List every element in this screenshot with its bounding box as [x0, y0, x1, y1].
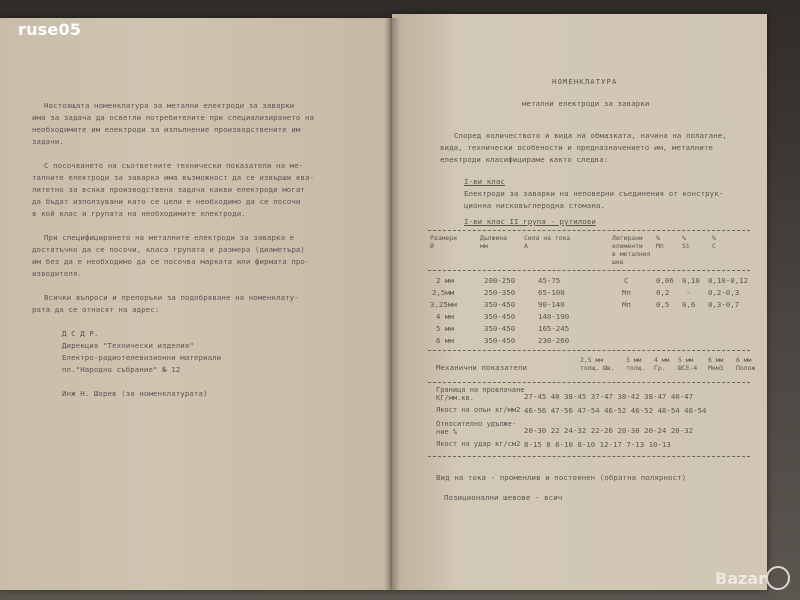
coating-type-note: Позиционални шевове - всич: [444, 493, 563, 502]
cell-si: 0,6: [682, 300, 696, 309]
cell-alloy: С: [624, 276, 629, 285]
left-line-19: пл."Народно събрание" № 12: [62, 365, 181, 374]
cell-length: 350-450: [484, 324, 516, 333]
table1-header-length: Дължина мм: [480, 234, 507, 250]
watermark-text: ruse05: [18, 20, 82, 39]
table2-header-6: 6 мм Полож: [736, 356, 756, 372]
table1-header-rule: [428, 270, 750, 271]
mech-values: 27-45 40 38-45 37-47 38-42 38-47 40-47: [524, 392, 694, 401]
left-line-7: литетно за всяка производствена задача какви електроди могат: [32, 185, 305, 194]
class-heading: I-ви клас: [464, 177, 505, 186]
left-line-9: в кой клас и групата на необходимите електроди.: [32, 209, 246, 218]
table2-header-3: 4 мм Гр.: [654, 356, 670, 372]
intro-line-2: вида, технически особености и предназначението им, металните: [440, 143, 713, 152]
cell-c: 0,2-0,3: [708, 288, 740, 297]
table1-header-alloy: Легирани елементи в металния шев: [612, 234, 651, 266]
bazar-logo: Bazar: [715, 569, 766, 588]
table2-header-5: 6 мм МкмЗ: [708, 356, 724, 372]
table2-header-rule: [428, 382, 750, 383]
mech-label: Якост на удар кг/см2: [436, 440, 521, 448]
cell-current: 45-75: [538, 276, 561, 285]
cell-mn: 0,2: [656, 288, 670, 297]
table2-label: Механични показатели: [436, 363, 527, 372]
left-line-1: Настоящата номенклатура за метални електроди за заварки: [44, 101, 295, 110]
group-heading: I-ви клас II група - рутилови: [464, 217, 596, 226]
right-page: [392, 14, 767, 590]
table2-header-2: 3 мм толщ.: [626, 356, 646, 372]
cell-size: 5 мм: [436, 324, 454, 333]
left-line-14: Всички въпроси и препоръки за подобряване на номенклату-: [44, 293, 299, 302]
cell-size: 6 мм: [436, 336, 454, 345]
cell-current: 165-245: [538, 324, 570, 333]
cell-si: -: [686, 288, 691, 297]
table2-header-1: 2,5 мм толщ. Шв.: [580, 356, 615, 372]
current-type-note: Вид на тока - променлив и постоянен (обратна полярност): [436, 473, 687, 482]
left-line-3: необходимите им електроди за изпълнение производствените им: [32, 125, 301, 134]
cell-alloy: Мп: [622, 288, 631, 297]
table2-header-4: 5 мм ШСЕ-4: [678, 356, 698, 372]
cell-size: 2 мм: [436, 276, 454, 285]
table1-header-mn: % Мп: [656, 234, 664, 250]
table1-header-current: Сила на тока А: [524, 234, 571, 250]
intro-line-3: електроди класифицираме както следва:: [440, 155, 609, 164]
cell-current: 90-140: [538, 300, 565, 309]
cell-current: 65-100: [538, 288, 565, 297]
left-line-11: достатъчно да се посочи, класа групата и размера (диаметъра): [32, 245, 305, 254]
cell-si: 0,10: [682, 276, 700, 285]
page-title: НОМЕНКЛАТУРА: [552, 77, 618, 86]
mech-label: Якост на опън кг/мм2: [436, 406, 521, 414]
cell-current: 230-260: [538, 336, 570, 345]
cell-size: 4 мм: [436, 312, 454, 321]
left-line-6: талните електроди за заварка има възможност да се извърши ква-: [32, 173, 315, 182]
table1-top-rule: [428, 230, 750, 231]
left-line-13: изводителя.: [32, 269, 83, 278]
left-line-15: рата да се отнасят на адрес:: [32, 305, 160, 314]
left-line-8: да бъдат използувани като се цели е необходимо да се посочи: [32, 197, 301, 206]
class-desc-1: Електроди за заварки на неповерни съединения от конструк-: [464, 189, 724, 198]
table1-header-c: % С: [712, 234, 716, 250]
left-page: [0, 18, 392, 590]
cell-current: 140-190: [538, 312, 570, 321]
page-subtitle: метални електроди за заварки: [522, 99, 650, 108]
cell-c: 0,3-0,7: [708, 300, 740, 309]
left-line-2: има за задача да осветли потребителите при специализирането на: [32, 113, 315, 122]
mech-values: 46-56 47-56 47-54 46-52 46-52 48-54 46-54: [524, 406, 707, 415]
mech-label: Граница на провлачане КГ/мм.кв.: [436, 386, 525, 402]
cell-length: 350-450: [484, 312, 516, 321]
table1-header-size: Размери Ø: [430, 234, 457, 250]
left-line-20: Инж Н. Шорев (за номенклатурата): [62, 389, 208, 398]
table1-header-si: % Si: [682, 234, 690, 250]
cell-alloy: Мп: [622, 300, 631, 309]
cell-length: 350-450: [484, 336, 516, 345]
book-spine-fold: [384, 18, 400, 590]
cell-mn: 0,5: [656, 300, 670, 309]
left-line-5: С посочването на съответните технически показатели на ме-: [44, 161, 304, 170]
class-desc-2: ционна нисковъглеродна стомана.: [464, 201, 606, 210]
cell-length: 350-450: [484, 300, 516, 309]
intro-line-1: Според количеството и вида на обмазката, начина на полагане,: [454, 131, 727, 140]
mech-label: Относително удълже- ние %: [436, 420, 517, 436]
mech-values: 8-15 8 6-10 8-10 12-17 7-13 10-13: [524, 440, 671, 449]
cell-length: 200-250: [484, 276, 516, 285]
cell-size: 2,5мм: [432, 288, 455, 297]
left-line-10: При специфицирането на металните електроди за заварка е: [44, 233, 295, 242]
bazar-logo-icon: [766, 566, 790, 590]
cell-size: 3,25мм: [430, 300, 457, 309]
cell-length: 250-350: [484, 288, 516, 297]
left-line-4: задачи.: [32, 137, 64, 146]
table1-bottom-rule: [428, 350, 750, 351]
cell-c: 0,10-0,12: [708, 276, 749, 285]
left-line-16: Д С Д Р.: [62, 329, 99, 338]
left-line-12: им без да е необходимо да се посочва марката или фирмата про-: [32, 257, 310, 266]
table2-bottom-rule: [428, 456, 750, 457]
mech-values: 20-30 22 24-32 22-26 20-30 20-24 20-32: [524, 426, 694, 435]
left-line-17: Дирекция "Технически изделия": [62, 341, 194, 350]
left-line-18: Електро-радиотелевизионни материали: [62, 353, 222, 362]
cell-mn: 0,06: [656, 276, 674, 285]
